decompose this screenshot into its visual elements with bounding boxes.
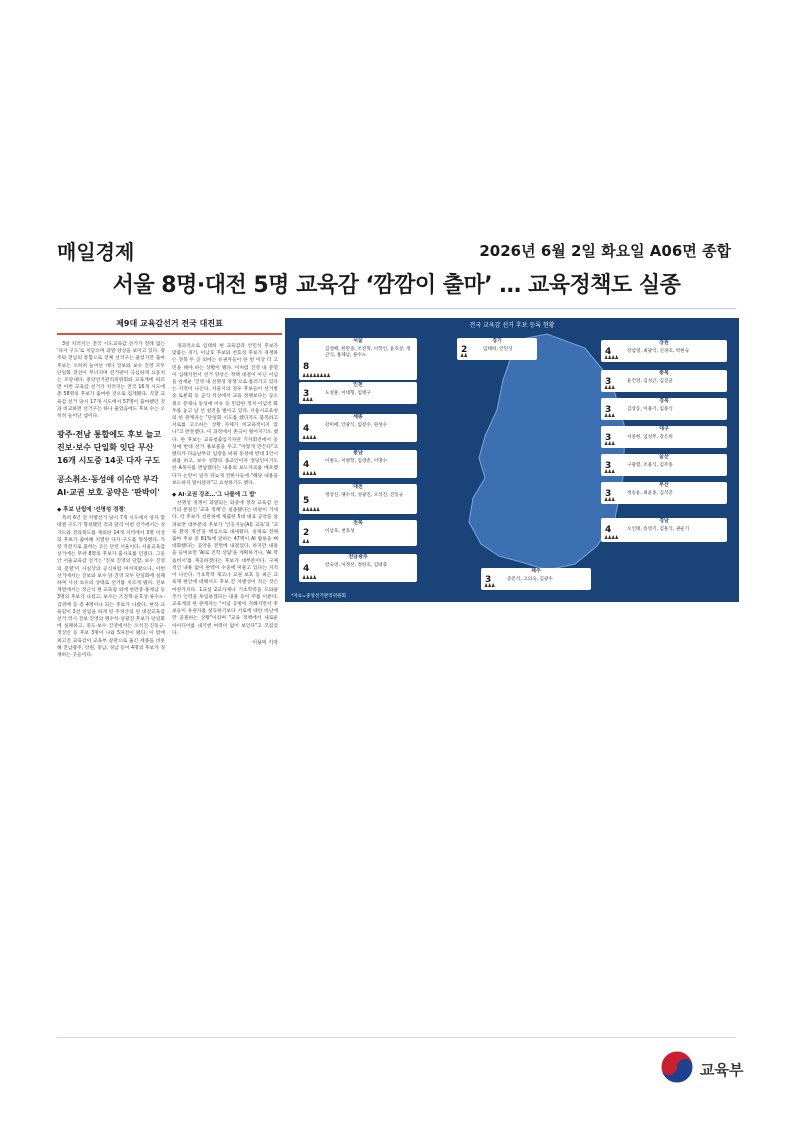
candidate-names: 정승윤, 최윤홍, 김석준 [627,491,673,496]
region-name: 대구 [659,426,669,432]
candidate-figure-icon: ♟♟♟♟ [302,471,316,477]
region-name: 경기 [492,338,502,344]
pull-quote: 진보·보수 단일화 잇단 무산 [57,443,154,453]
region-card [601,482,727,504]
candidate-names: 김영배, 한만중, 조전혁, 이학인, 윤호상, 정근식, 홍제남, 류수노 [325,347,411,358]
region-card [481,568,591,590]
candidate-count: 3 [605,405,612,415]
subhead-1: ◆ 후보 난립에 '선명성 경쟁' [57,507,126,514]
region-card [601,454,727,476]
candidate-count: 4 [303,460,310,470]
candidate-figure-icon: ♟♟♟♟ [604,355,618,361]
region-card [601,426,727,448]
candidate-figure-icon: ♟♟ [460,353,467,359]
candidate-count: 3 [605,377,612,387]
candidate-count: 4 [303,564,310,574]
candidate-count: 3 [605,433,612,443]
candidate-count: 3 [485,575,492,585]
body-paragraph-3: 선명성 경쟁이 과열되는 와중에 정작 교육감 선거의 본질인 '교육 정책'은 실종됐다는 비판이 거세다. 각 후보가 선관위에 제출한 5대 대표 공약을 살펴보면 대부분의 후보가 '인공지능(AI) 교육'과 '교육 환경 개선'을 핵심으로 내세웠다. 실제로 전체 출마 후보 중 81%에 달하는 47명이 AI 활용을 뼈대화했다는 공약을 전면에 내걸었다. 하지만 내용을 들여보면 'AI로 진학 상담'을 계획하거나, 'AI 학습비서'를 제공하겠다는 후보가 대부분이다. 구체적인 내용 없이 판박이 수준에 머물고 있다는 지적이 나온다. 기초학력 제고나 교권 보호 등 최근 교육계 현안에 대해서도 후보 간 차별성이 적은 것은 마찬가지다. 1교실 2교사제나 기초학력을 도와줄 추가 인력을 투입하겠다는 내용 등이 주를 이룬다. 교육계의 한 관계자는 "이념 공방이 격해지면서 후보들이 유권자를 설득하기보다 서로에 대한 비난에만 골몰하는 상황"이라며 "교육 정책에서 새로운 아이디어를 내기엔 여력이 없어 보인다"고 꼬집었다. [172,501,278,636]
candidate-names: 이병도, 이병학, 김영춘, 이명수 [325,459,388,464]
candidate-count: 4 [605,525,612,535]
candidate-figure-icon: ♟♟♟ [604,497,615,503]
lead-paragraph: 3일 치러지는 전국 시도교육감 선거가 전례 없는 '다자 구도'로 치닫으며 과열 양상을 보이고 있다. 광주와 전남의 통합으로 전체 선거구는 줄었지만 출마 후보는 오히려 늘어난 데다 진보와 보수 진영 모두 단일화 전선이 무너지며 선거판이 극심하게 요동치는 모양새다. 중앙선거관리위원회와 교육계에 따르면 이번 교육감 선거가 치러지는 전국 16개 시도에 총 58명의 후보가 출마한 것으로 집계됐다. 직전 교육감 선거 당시 17개 시도에서 57명이 출마했던 것과 비교하면 선거구는 하나 줄었음에도 후보 수는 오히려 늘어난 셈이다. [57,342,165,420]
region-name: 충북 [659,370,669,376]
region-card [299,338,417,380]
lead-block [57,341,165,659]
candidate-figure-icon: ♟♟♟ [604,413,615,419]
region-name: 충남 [353,450,363,456]
candidate-names: 서중현, 임성무, 강은희 [627,435,673,440]
body-paragraph-2: 경과적으로 임태희 현 교육감과 안민석 후보가 맞붙는 경기, 이남호 후보와 천호성 후보가 경쟁하는 전북 두 곳 외에는 유권자들이 한 번 이상 더 고민을 해야 하는 상황이 됐다. 이처럼 진영 내 분열이 심해지면서 선거 양상은 정책 대결이 아닌 이념을 앞세운 '진영 내 선명성 경쟁'으로 흘러가고 있다는 지적이 나온다. 서울시의 경우 후보들이 선거방송 토론회 등 공식 석상에서 교육 정책보다는 공소 취소 문제나 동성애 이슈 등 민감한 정치·이념적 화두를 놓고 날 선 설전을 벌이고 있다. 서울시교육청의 한 관계자는 "단일화 시도를 했다가도 불복하고 서로를 고소하는 상황 자체가 비교육적이지 않나"고 반문했다. 이 과정에서 촌극이 벌어지기도 했다. 한 후보는 교육청출입기자단 기자회견에서 동성애 반대 선거 홍보물을 두고 "이렇게 만든다"고 했다가 다음날부터 입장을 바꿔 동성애 반대 1인시위를 하고, 보수 성향의 종교인이자 정당인이기도 한 A목사를 면담했다는 내용의 보도자료를 배포했다가 논란이 일자 뒤늦게 언론사들에 "해당 내용을 보도하지 말아달라"고 요청하기도 했다. [172,344,278,486]
footer-rule [57,1037,736,1038]
region-name: 세종 [353,414,363,420]
map-source: *자료=중앙선거관리위원회 [291,594,346,599]
election-map-panel [285,318,739,602]
pull-quote: 광주·전남 통합에도 후보 늘고 [57,430,162,440]
candidate-figure-icon: ♟♟♟ [604,441,615,447]
candidate-count: 2 [461,345,468,355]
region-name: 전남광주 [348,554,368,560]
region-card [601,398,727,420]
region-card [299,554,417,582]
candidate-figure-icon: ♟♟♟♟♟♟♟♟ [302,373,330,379]
candidate-names: 송문석, 고의숙, 김광수 [507,577,553,582]
region-name: 대전 [353,484,363,490]
region-card [601,340,727,362]
candidate-names: 정상신, 맹수석, 성광진, 오석진, 진동규 [325,493,404,498]
dateline: 2026년 6월 2일 화요일 A06면 종합 [479,242,731,260]
candidate-names: 김상동, 이용기, 임종식 [627,407,673,412]
ministry-logo-text: 교육부 [700,1061,744,1079]
candidate-figure-icon: ♟♟♟ [484,583,495,589]
candidate-names: 강숙영, 이정선, 정한호, 김대중 [325,563,388,568]
masthead: 매일경제 [57,240,135,264]
body-paragraph-1: 특히 6년 전 지방선거 당시 7개 시도에서 양자 맞대결 구도가 형성됐던 것과 달리 이번 선거에서는 경기도와 전라북도를 제외한 14개 지역에서 3명 이상의 후보가 출마해 치열한 다자 구도를 형성했다. 가장 격전지로 꼽히는 곳은 단연 서울이다. 서울교육감 선거에는 무려 8명의 후보가 출사표를 던졌다. 그동안 서울교육감 선거는 '진보 진영의 단합, 보수 진영의 분열'이 사실상의 공식처럼 여겨져왔으나, 이번 선거에서는 진보와 보수 양 진영 모두 단일화에 실패하며 사상 초유의 상태로 선거를 치르게 됐다. 진보계열에서는 정근식 현 교육감 외에 한만중·홍제남 등 3명의 후보가 나섰고, 보수는 조전혁·윤호상·류수노·김영배 등 총 4명이나 되는 후보가 나왔다. 현직 교육감이 3선 연임을 하게 된 주경산의 된 대전교육감 선거 역시 진보 진영의 맹수석·성광진 후보가 단일화에 실패하고, 중도·보수 진영에서는 오석진·진동규·정상신 등 후보 3명이 나와 5파전이 됐다. 이 밖에 최고진 교육감이 교육부 장관으로 옮긴 세종을 비롯해 전남광주, 강원, 충남, 경남 등이 4명의 후보가 경쟁하는 곳들이다. [57,516,165,659]
subhead-2: ◆ AI·교권 강조…'그 나물에 그 밥' [172,492,257,499]
region-card [299,520,417,546]
region-name: 강원 [659,340,669,346]
candidate-figure-icon: ♟♟♟ [302,397,313,403]
candidate-figure-icon: ♟♟♟♟♟ [302,507,320,513]
candidate-names: 이남호, 천호성 [325,529,355,534]
candidate-count: 5 [303,496,310,506]
candidate-count: 4 [303,424,310,434]
region-card [299,414,417,442]
byline: 이용익 기자 [252,639,278,646]
region-name: 경남 [659,518,669,524]
region-name: 전북 [353,520,363,526]
map-header: 전국 교육감 선거 후보 등록 현황 [469,322,555,329]
candidate-figure-icon: ♟♟♟♟ [604,535,618,541]
header-rule [57,308,736,309]
region-name: 인천 [353,382,363,388]
candidate-count: 3 [605,489,612,499]
candidate-figure-icon: ♟♟♟ [604,385,615,391]
pull-quote-block [57,428,165,499]
candidate-figure-icon: ♟♟♟♟ [302,435,316,441]
middle-column [172,343,278,646]
candidate-figure-icon: ♟♟♟ [604,469,615,475]
region-card [299,484,417,514]
candidate-names: 도성훈, 이대형, 임병구 [325,391,371,396]
candidate-names: 임태희, 안민석 [483,347,513,352]
candidate-names: 구광렬, 조용식, 김주홍 [627,463,673,468]
region-name: 경북 [659,398,669,404]
candidate-names: 오인태, 송영기, 김훈식, 권순기 [627,527,690,532]
candidate-names: 윤건영, 김성근, 김진균 [627,379,673,384]
pull-quote: 공소취소·동성애 이슈만 부각 [57,475,159,485]
region-card [601,518,727,542]
region-name: 부산 [659,482,669,488]
region-card [299,382,417,404]
pull-quote: 16개 시도중 14곳 다자 구도 [57,456,160,466]
candidate-count: 4 [605,347,612,357]
region-card [601,370,727,392]
candidate-count: 2 [303,528,310,538]
headline: 서울 8명·대전 5명 교육감 ‘깜깜이 출마’ … 교육정책도 실종 [112,273,681,298]
candidate-figure-icon: ♟♟♟♟ [302,575,316,581]
taegeuk-logo-icon [660,1050,694,1084]
left-column-title: 제9대 교육감선거 전국 대진표 [57,318,282,335]
candidate-figure-icon: ♟♟ [302,539,309,545]
candidate-count: 3 [605,461,612,471]
region-name: 울산 [659,454,669,460]
candidate-names: 강삼영, 최광익, 신경호, 박현숙 [627,349,690,354]
region-name: 제주 [531,568,541,574]
candidate-count: 3 [303,389,310,399]
pull-quote: AI·교권 보호 공약은 '판박이' [57,488,160,498]
candidate-count: 8 [303,362,310,372]
region-name: 서울 [353,338,363,344]
candidate-names: 강미애, 안광식, 임전수, 원성수 [325,423,388,428]
region-card [299,450,417,478]
region-card [457,338,537,360]
